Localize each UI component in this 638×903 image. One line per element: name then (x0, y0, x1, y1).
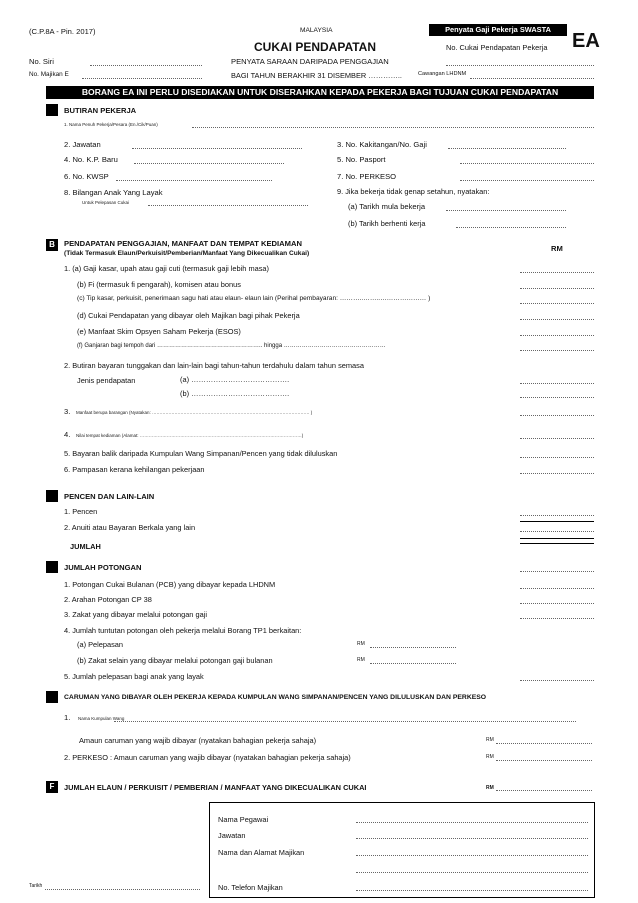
officer-position-field[interactable] (356, 838, 588, 839)
other-zakat-rm-label: RM (357, 657, 365, 663)
country-label: MALAYSIA (300, 27, 333, 34)
branch-field[interactable] (470, 78, 594, 79)
perkeso-label: 7. No. PERKESO (337, 172, 397, 181)
section-f-letter: F (46, 781, 58, 793)
pension-field[interactable] (520, 515, 594, 516)
pension-label: 1. Pencen (64, 507, 98, 516)
annuity-field[interactable] (520, 531, 594, 532)
date-field[interactable] (45, 889, 200, 890)
fund-rm-label: RM (486, 737, 494, 743)
fees-bonus-label: (b) Fi (termasuk fi pengarah), komisen atau bonus (77, 280, 241, 289)
staff-number-field[interactable] (448, 148, 566, 149)
partial-year-label: 9. Jika bekerja tidak genap setahun, nyatakan: (337, 187, 490, 196)
employer-number-field[interactable] (82, 78, 202, 79)
section-b-title: PENDAPATAN PENGGAJIAN, MANFAAT DAN TEMPAT KEDIAMAN (64, 239, 302, 248)
arrears-label: 2. Butiran bayaran tunggakan dan lain-lain bagi tahun-tahun terdahulu dalam tahun semasa (64, 361, 364, 370)
date-label: Tarikh (29, 883, 43, 889)
fund-contribution-field[interactable] (496, 743, 592, 744)
tips-perquisites-label: (c) Tip kasar, perkuisit, penerimaan sagu hati atau elaun- elaun lain (Perihal pembayaran: ………..……..………………… ) (77, 295, 431, 302)
tax-number-field[interactable] (446, 65, 594, 66)
item-3-number: 3. (64, 407, 71, 416)
perkeso-field[interactable] (460, 180, 594, 181)
employer-address-field[interactable] (356, 855, 588, 856)
arrears-item-a: (a) …………………………………. (180, 375, 290, 384)
staff-number-label: 3. No. Kakitangan/No. Gaji (337, 140, 427, 149)
employer-paid-tax-label: (d) Cukai Pendapatan yang dibayar oleh Majikan bagi pihak Pekerja (77, 311, 300, 320)
zakat-label: 3. Zakat yang dibayar melalui potongan gaji (64, 610, 207, 619)
officer-name-label: Nama Pegawai (218, 815, 269, 824)
notice-banner: BORANG EA INI PERLU DISEDIAKAN UNTUK DISERAHKAN KEPADA PEKERJA BAGI TUJUAN CUKAI PENDAPATAN (46, 86, 594, 99)
position-field[interactable] (132, 148, 302, 149)
arrears-b-field[interactable] (520, 397, 594, 398)
benefits-in-kind-label: Manfaat berupa barangan (Nyatakan: …………………………………………………………………………………………… ) (76, 410, 313, 415)
gratuity-label: (f) Ganjaran bagi tempoh dari …………………………………………….. hingga …………………………………………… (77, 343, 386, 349)
tips-perquisites-field[interactable] (520, 303, 594, 304)
section-e-marker (46, 691, 58, 703)
employer-phone-field[interactable] (356, 890, 588, 891)
officer-name-field[interactable] (356, 822, 588, 823)
passport-field[interactable] (460, 163, 594, 164)
perkeso-rm-label: RM (486, 754, 494, 760)
employee-name-field[interactable] (192, 127, 594, 128)
kwsp-field[interactable] (116, 180, 272, 181)
form-code: (C.P.8A - Pin. 2017) (29, 27, 96, 36)
cp38-field[interactable] (520, 603, 594, 604)
position-label: 2. Jawatan (64, 140, 101, 149)
fees-bonus-field[interactable] (520, 288, 594, 289)
section-b-letter: B (46, 239, 58, 251)
esos-field[interactable] (520, 335, 594, 336)
section-e-title: CARUMAN YANG DIBAYAR OLEH PEKERJA KEPADA KUMPULAN WANG SIMPANAN/PENCEN YANG DILULUSKAN DAN PERKESO (64, 694, 487, 701)
gross-salary-field[interactable] (520, 272, 594, 273)
perkeso-contribution-label: 2. PERKESO : Amaun caruman yang wajib dibayar (nyatakan bahagian pekerja sahaja) (64, 753, 351, 762)
exempt-amount-field[interactable] (496, 790, 592, 791)
income-type-label: Jenis pendapatan (77, 376, 136, 385)
esos-label: (e) Manfaat Skim Opsyen Saham Pekerja (ESOS) (77, 327, 241, 336)
gratuity-field[interactable] (520, 350, 594, 351)
annuity-label: 2. Anuiti atau Bayaran Berkala yang lain (64, 523, 196, 532)
form-ea-label: EA (572, 30, 600, 52)
exempt-rm-label: RM (486, 785, 494, 791)
relief-rm-label: RM (357, 641, 365, 647)
compensation-label: 6. Pampasan kerana kehilangan pekerjaan (64, 465, 205, 474)
pcb-label: 1. Potongan Cukai Bulanan (PCB) yang dibayar kepada LHDNM (64, 580, 276, 589)
start-date-label: (a) Tarikh mula bekerja (348, 202, 426, 211)
children-sublabel: Untuk Pelepasan Cukai (82, 200, 130, 205)
section-b-subtitle: (Tidak Termasuk Elaun/Perkuisit/Pemberian/Manfaat Yang Dikecualikan Cukai) (64, 250, 310, 257)
employer-paid-tax-field[interactable] (520, 319, 594, 320)
item-4-number: 4. (64, 430, 71, 439)
serial-number-label: No. Siri (29, 57, 54, 66)
employer-address-field-2[interactable] (356, 872, 588, 873)
gross-salary-label: 1. (a) Gaji kasar, upah atau gaji cuti (termasuk gaji lebih masa) (64, 264, 269, 273)
officer-position-label: Jawatan (218, 831, 246, 840)
branch-label: Cawangan LHDNM (418, 71, 467, 77)
fund-name-label: Nama Kumpulan Wang (78, 716, 125, 721)
section-a-marker (46, 104, 58, 116)
other-zakat-field[interactable] (370, 663, 456, 664)
fund-item-number: 1. (64, 713, 71, 722)
ic-number-field[interactable] (134, 163, 284, 164)
section-a-title: BUTIRAN PEKERJA (64, 106, 137, 115)
start-date-field[interactable] (446, 210, 566, 211)
accommodation-field[interactable] (520, 438, 594, 439)
section-c-marker (46, 490, 58, 502)
child-relief-field[interactable] (520, 680, 594, 681)
section-d-marker (46, 561, 58, 573)
end-date-label: (b) Tarikh berhenti kerja (348, 219, 426, 228)
employee-name-label: 1. Nama Penuh Pekerja/Pesara (En./Cik/Puan) (64, 122, 158, 127)
refund-field[interactable] (520, 457, 594, 458)
other-zakat-label: (b) Zakat selain yang dibayar melalui potongan gaji bulanan (77, 656, 273, 665)
children-label: 8. Bilangan Anak Yang Layak (64, 188, 163, 197)
fund-name-field[interactable] (114, 721, 576, 722)
end-date-field[interactable] (456, 227, 566, 228)
page-title: CUKAI PENDAPATAN (254, 40, 376, 54)
tax-number-label: No. Cukai Pendapatan Pekerja (446, 43, 548, 52)
perkeso-contribution-field[interactable] (496, 760, 592, 761)
total-label: JUMLAH (70, 542, 101, 551)
total-field[interactable] (520, 543, 594, 544)
employer-number-label: No. Majikan E (29, 71, 69, 78)
form-type-tag: Penyata Gaji Pekerja SWASTA (429, 24, 567, 36)
zakat-field[interactable] (520, 618, 594, 619)
ic-number-label: 4. No. K.P. Baru (64, 155, 118, 164)
pcb-field[interactable] (520, 588, 594, 589)
tp1-label: 4. Jumlah tuntutan potongan oleh pekerja melalui Borang TP1 berkaitan: (64, 626, 302, 635)
arrears-a-field[interactable] (520, 383, 594, 384)
employer-phone-label: No. Telefon Majikan (218, 883, 283, 892)
tax-year-label: BAGI TAHUN BERAKHIR 31 DISEMBER ………….. (231, 71, 402, 80)
employer-address-label: Nama dan Alamat Majikan (218, 848, 305, 857)
child-relief-label: 5. Jumlah pelepasan bagi anak yang layak (64, 672, 204, 681)
section-d-title: JUMLAH POTONGAN (64, 563, 142, 572)
passport-label: 5. No. Pasport (337, 155, 386, 164)
form-subtitle: PENYATA SARAAN DARIPADA PENGGAJIAN (231, 57, 389, 66)
section-c-title: PENCEN DAN LAIN-LAIN (64, 492, 155, 501)
accommodation-label: Nilai tempat kediaman (Alamat: ………………………………………………………………………………………………) (76, 433, 304, 438)
benefits-in-kind-field[interactable] (520, 415, 594, 416)
relief-field[interactable] (370, 647, 456, 648)
cp38-label: 2. Arahan Potongan CP 38 (64, 595, 152, 604)
rm-column-header: RM (551, 244, 563, 253)
relief-label: (a) Pelepasan (77, 640, 124, 649)
compensation-field[interactable] (520, 473, 594, 474)
fund-contribution-label: Amaun caruman yang wajib dibayar (nyatakan bahagian pekerja sahaja) (79, 736, 317, 745)
refund-label: 5. Bayaran balik daripada Kumpulan Wang Simpanan/Pencen yang tidak diluluskan (64, 449, 338, 458)
section-f-title: JUMLAH ELAUN / PERKUISIT / PEMBERIAN / MANFAAT YANG DIKECUALIKAN CUKAI (64, 783, 367, 792)
kwsp-label: 6. No. KWSP (64, 172, 109, 181)
arrears-item-b: (b) …………………………………. (180, 389, 290, 398)
children-field[interactable] (148, 205, 308, 206)
